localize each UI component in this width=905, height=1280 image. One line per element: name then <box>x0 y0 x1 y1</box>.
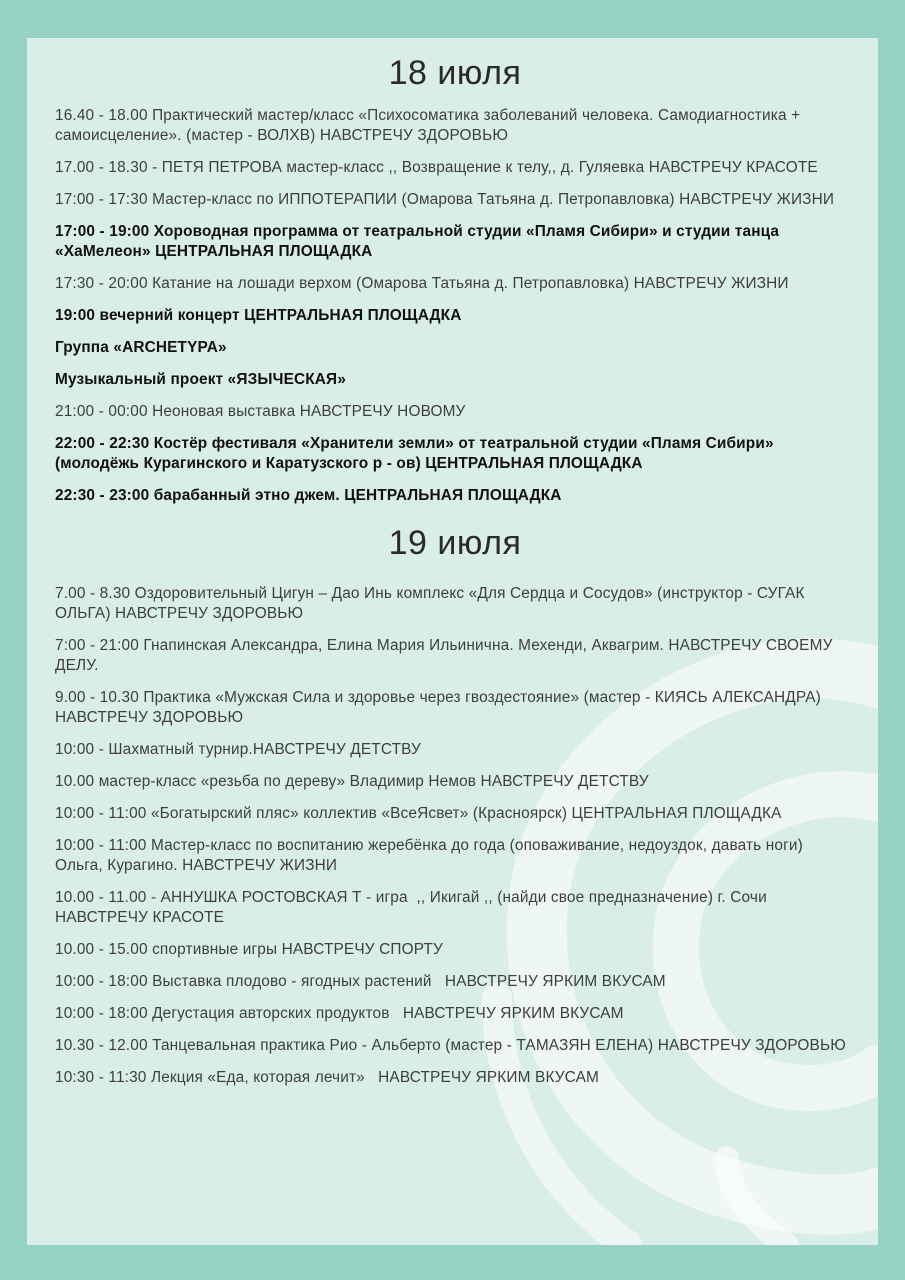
event-item: 17.00 - 18.30 - ПЕТЯ ПЕТРОВА мастер-класс ,, Возвращение к телу,, д. Гуляевка НАВСТРЕЧУ КРАСОТЕ <box>55 159 818 176</box>
day-title-19-july: 19 июля <box>388 524 522 562</box>
event-item: 19:00 вечерний концерт ЦЕНТРАЛЬНАЯ ПЛОЩАДКА <box>55 307 462 324</box>
event-item: Группа «ARCHETYPA» <box>55 339 227 356</box>
event-item: Музыкальный проект «ЯЗЫЧЕСКАЯ» <box>55 371 346 388</box>
day1-event-list <box>55 106 855 506</box>
event-item: 7.00 - 8.30 Оздоровительный Цигун – Дао Инь комплекс «Для Сердца и Сосудов» (инструктор - СУГАК ОЛЬГА) НАВСТРЕЧУ ЗДОРОВЬЮ <box>55 585 810 622</box>
day-title-18-july: 18 июля <box>388 54 522 92</box>
event-item: 10.00 мастер-класс «резьба по дереву» Владимир Немов НАВСТРЕЧУ ДЕТСТВУ <box>55 773 649 790</box>
event-item: 9.00 - 10.30 Практика «Мужская Сила и здоровье через гвоздестояние» (мастер - КИЯСЬ АЛЕКСАНДРА) НАВСТРЕЧУ ЗДОРОВЬЮ <box>55 689 826 726</box>
event-item: 22:00 - 22:30 Костёр фестиваля «Хранители земли» от театральной студии «Пламя Сибири» (молодёжь Курагинского и Каратузского р - ов) ЦЕНТРАЛЬНАЯ ПЛОЩАДКА <box>55 435 779 472</box>
event-item: 10:00 - Шахматный турнир.НАВСТРЕЧУ ДЕТСТВУ <box>55 741 421 758</box>
event-item: 7:00 - 21:00 Гнапинская Александра, Елина Мария Ильинична. Мехенди, Аквагрим. НАВСТРЕЧУ СВОЕМУ ДЕЛУ. <box>55 637 837 674</box>
event-item: 10.30 - 12.00 Танцевальная практика Рио - Альберто (мастер - ТАМАЗЯН ЕЛЕНА) НАВСТРЕЧУ ЗДОРОВЬЮ <box>55 1037 846 1054</box>
schedule-content <box>55 52 855 1100</box>
event-item: 10.00 - 11.00 - АННУШКА РОСТОВСКАЯ Т - игра ,, Икигай ,, (найди свое предназначение) г. Сочи НАВСТРЕЧУ КРАСОТЕ <box>55 889 772 926</box>
schedule-panel <box>27 38 878 1245</box>
event-item: 22:30 - 23:00 барабанный этно джем. ЦЕНТРАЛЬНАЯ ПЛОЩАДКА <box>55 487 562 504</box>
event-item: 21:00 - 00:00 Неоновая выставка НАВСТРЕЧУ НОВОМУ <box>55 403 466 420</box>
event-item: 10:00 - 18:00 Выставка плодово - ягодных растений НАВСТРЕЧУ ЯРКИМ ВКУСАМ <box>55 973 666 990</box>
event-item: 10:00 - 11:00 Мастер-класс по воспитанию жеребёнка до года (оповаживание, недоуздок, давать ноги) Ольга, Курагино. НАВСТРЕЧУ ЖИЗНИ <box>55 837 808 874</box>
event-item: 10:00 - 18:00 Дегустация авторских продуктов НАВСТРЕЧУ ЯРКИМ ВКУСАМ <box>55 1005 624 1022</box>
event-item: 17:00 - 17:30 Мастер-класс по ИППОТЕРАПИИ (Омарова Татьяна д. Петропавловка) НАВСТРЕЧУ ЖИЗНИ <box>55 191 835 208</box>
event-item: 10:00 - 11:00 «Богатырский пляс» коллектив «ВсеЯсвет» (Красноярск) ЦЕНТРАЛЬНАЯ ПЛОЩАДКА <box>55 805 782 822</box>
event-item: 10:30 - 11:30 Лекция «Еда, которая лечит» НАВСТРЕЧУ ЯРКИМ ВКУСАМ <box>55 1069 599 1086</box>
event-item: 17:00 - 19:00 Хороводная программа от театральной студии «Пламя Сибири» и студии танца «ХаМелеон» ЦЕНТРАЛЬНАЯ ПЛОЩАДКА <box>55 223 784 260</box>
day2-event-list <box>55 584 855 1088</box>
event-item: 16.40 - 18.00 Практический мастер/класс «Психосоматика заболеваний человека. Самодиагностика + самоисцеление». (мастер - ВОЛХВ) НАВСТРЕЧУ ЗДОРОВЬЮ <box>55 107 805 144</box>
event-item: 10.00 - 15.00 спортивные игры НАВСТРЕЧУ СПОРТУ <box>55 941 443 958</box>
event-item: 17:30 - 20:00 Катание на лошади верхом (Омарова Татьяна д. Петропавловка) НАВСТРЕЧУ ЖИЗНИ <box>55 275 789 292</box>
